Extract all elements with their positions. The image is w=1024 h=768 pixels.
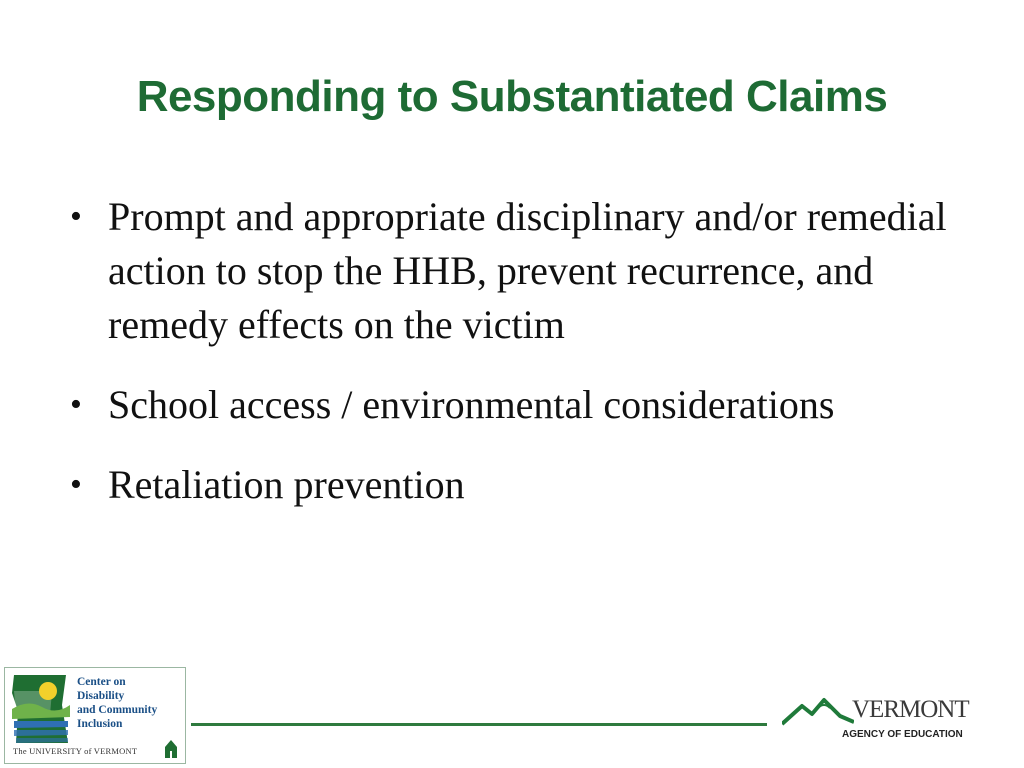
mountain-icon: [782, 696, 854, 726]
bullet-text: Prompt and appropriate disciplinary and/or remedial action to stop the HHB, prevent recurrence, and remedy effects on the victim: [108, 194, 947, 347]
cdci-wordmark: [77, 675, 157, 731]
bullet-item: [68, 458, 988, 512]
bullet-dot: •: [70, 466, 82, 503]
vermont-wordmark: VERMONT: [852, 696, 969, 723]
cdci-line: Disability: [77, 690, 125, 702]
bullet-text: Retaliation prevention: [108, 462, 465, 507]
bullet-dot: •: [70, 386, 82, 423]
vermont-aoe-logo: [782, 692, 972, 748]
cdci-logo: [4, 667, 186, 764]
university-name: The UNIVERSITY of VERMONT: [13, 746, 138, 756]
footer-divider: [191, 723, 767, 726]
bullet-item: [68, 190, 988, 352]
cdci-line: and Community: [77, 704, 158, 716]
slide-title: Responding to Substantiated Claims: [136, 72, 888, 121]
cdci-line: Center on: [77, 676, 126, 688]
bullet-list: [68, 190, 988, 538]
bullet-dot: •: [70, 198, 82, 235]
vermont-map-sun-icon: [8, 671, 74, 747]
bullet-item: [68, 378, 988, 432]
cdci-line: Inclusion: [77, 718, 123, 730]
agency-subtitle: AGENCY OF EDUCATION: [842, 729, 963, 740]
bullet-text: School access / environmental considerations: [108, 382, 835, 427]
building-icon: [163, 740, 179, 758]
